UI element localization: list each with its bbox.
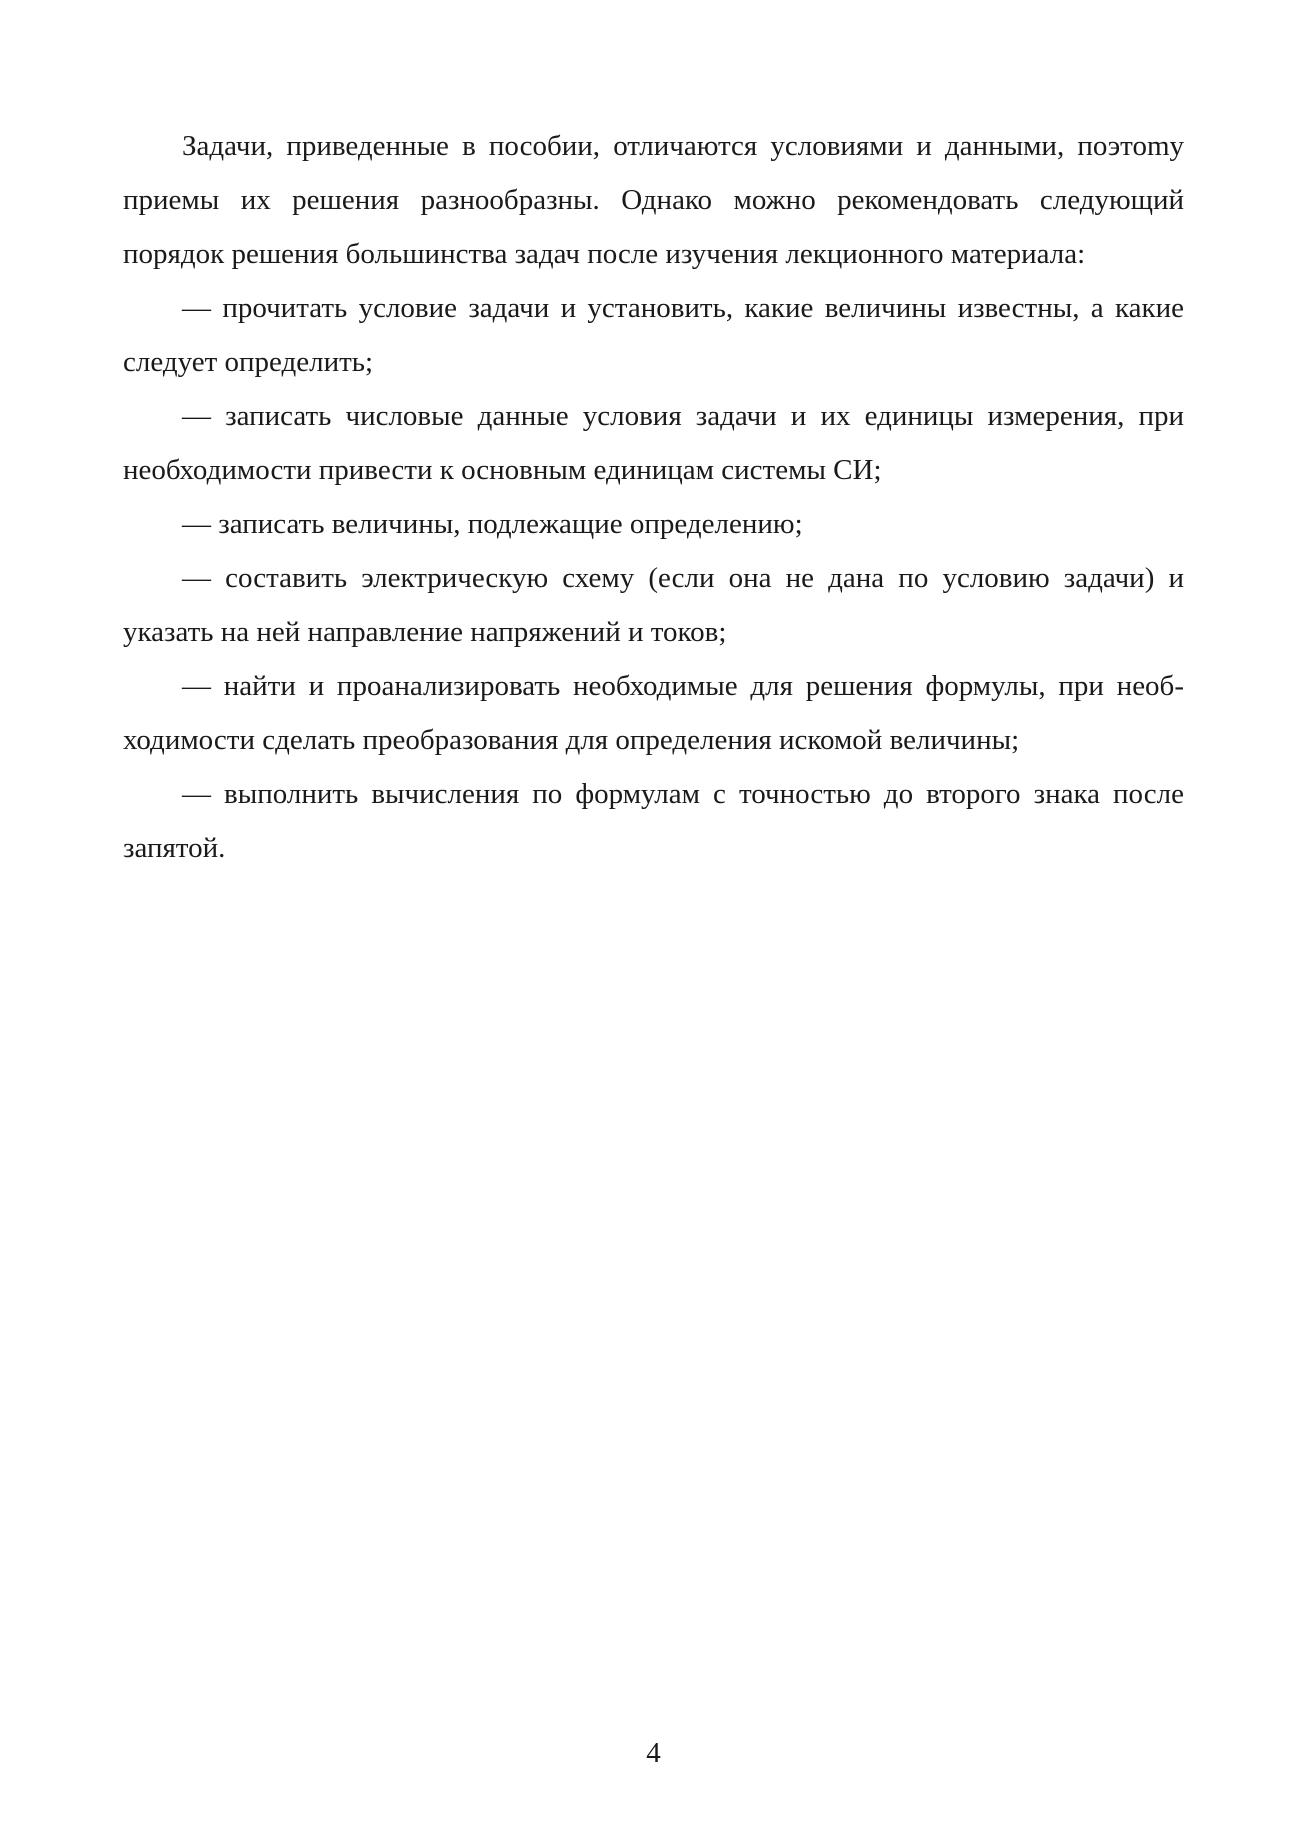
- page-number: 4: [646, 1737, 661, 1769]
- step-draw-circuit: — составить электрическую схему (если она не дана по условию задачи) и указать на ней направление напряжений и токов;: [123, 562, 1184, 648]
- step-write-data: — записать числовые данные условия задачи и их единицы измерения, при необходимости привести к основным единицам системы СИ;: [123, 400, 1184, 486]
- step-find-formulas: — найти и проанализировать необходимые для решения формулы, при необходимости сделать преобразования для определения искомой величины;: [123, 670, 1184, 756]
- intro-paragraph: Задачи, приведенные в пособии, отличаются условиями и данными, поэтоmу приемы их решения разнообразны. Однако можно рекомендовать следующий порядок решения большинства задач после изучения лекционного материала:: [123, 130, 1184, 270]
- body-text: [123, 119, 1184, 875]
- step-read-condition: — прочитать условие задачи и установить, какие величины известны, а какие следует определить;: [123, 292, 1184, 378]
- step-compute: — выполнить вычисления по формулам с точностью до второго знака после запятой.: [123, 778, 1184, 864]
- step-write-unknowns: — записать величины, подлежащие определению;: [182, 508, 803, 540]
